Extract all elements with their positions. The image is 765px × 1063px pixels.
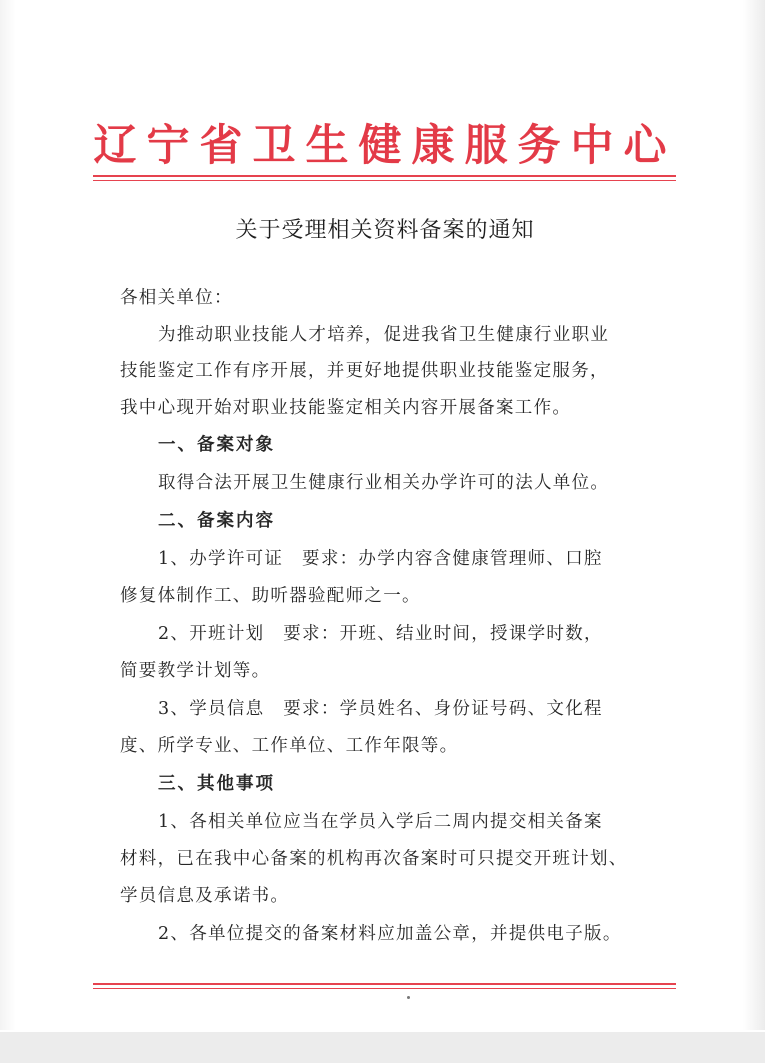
section-text: 材料，已在我中心备案的机构再次备案时可只提交开班计划、 xyxy=(120,849,628,869)
section-text: 度、所学专业、工作单位、工作年限等。 xyxy=(120,736,459,756)
footer-rule-thin xyxy=(93,988,676,989)
intro-line: 我中心现开始对职业技能鉴定相关内容开展备案工作。 xyxy=(120,398,572,418)
letterhead-title: 辽宁省卫生健康服务中心 xyxy=(93,121,677,171)
footer-rule-thick xyxy=(93,983,676,985)
section-text: 简要教学计划等。 xyxy=(120,661,271,681)
letterhead-rule-thick xyxy=(93,175,676,177)
letterhead-rule-thin xyxy=(93,180,676,181)
scan-shadow-right xyxy=(743,0,765,1030)
scan-speck xyxy=(407,996,410,999)
salutation: 各相关单位： xyxy=(120,288,233,308)
notice-title: 关于受理相关资料备案的通知 xyxy=(235,218,535,243)
section-text: 3、学员信息 要求：学员姓名、身份证号码、文化程 xyxy=(158,699,603,719)
section-text: 2、各单位提交的备案材料应加盖公章，并提供电子版。 xyxy=(158,924,622,944)
section-heading: 二、备案内容 xyxy=(158,511,275,531)
section-text: 2、开班计划 要求：开班、结业时间，授课学时数， xyxy=(158,624,603,644)
section-heading: 三、其他事项 xyxy=(158,774,275,794)
viewer-bottom-band xyxy=(0,1032,765,1063)
scan-shadow-left xyxy=(0,0,16,1030)
intro-line: 技能鉴定工作有序开展，并更好地提供职业技能鉴定服务， xyxy=(120,361,609,381)
intro-line: 为推动职业技能人才培养，促进我省卫生健康行业职业 xyxy=(158,325,610,345)
section-text: 学员信息及承诺书。 xyxy=(120,886,290,906)
section-text: 取得合法开展卫生健康行业相关办学许可的法人单位。 xyxy=(158,473,610,493)
section-text: 修复体制作工、助听器验配师之一。 xyxy=(120,586,421,606)
section-text: 1、办学许可证 要求：办学内容含健康管理师、口腔 xyxy=(158,549,603,569)
section-heading: 一、备案对象 xyxy=(158,435,275,455)
section-text: 1、各相关单位应当在学员入学后二周内提交相关备案 xyxy=(158,812,603,832)
